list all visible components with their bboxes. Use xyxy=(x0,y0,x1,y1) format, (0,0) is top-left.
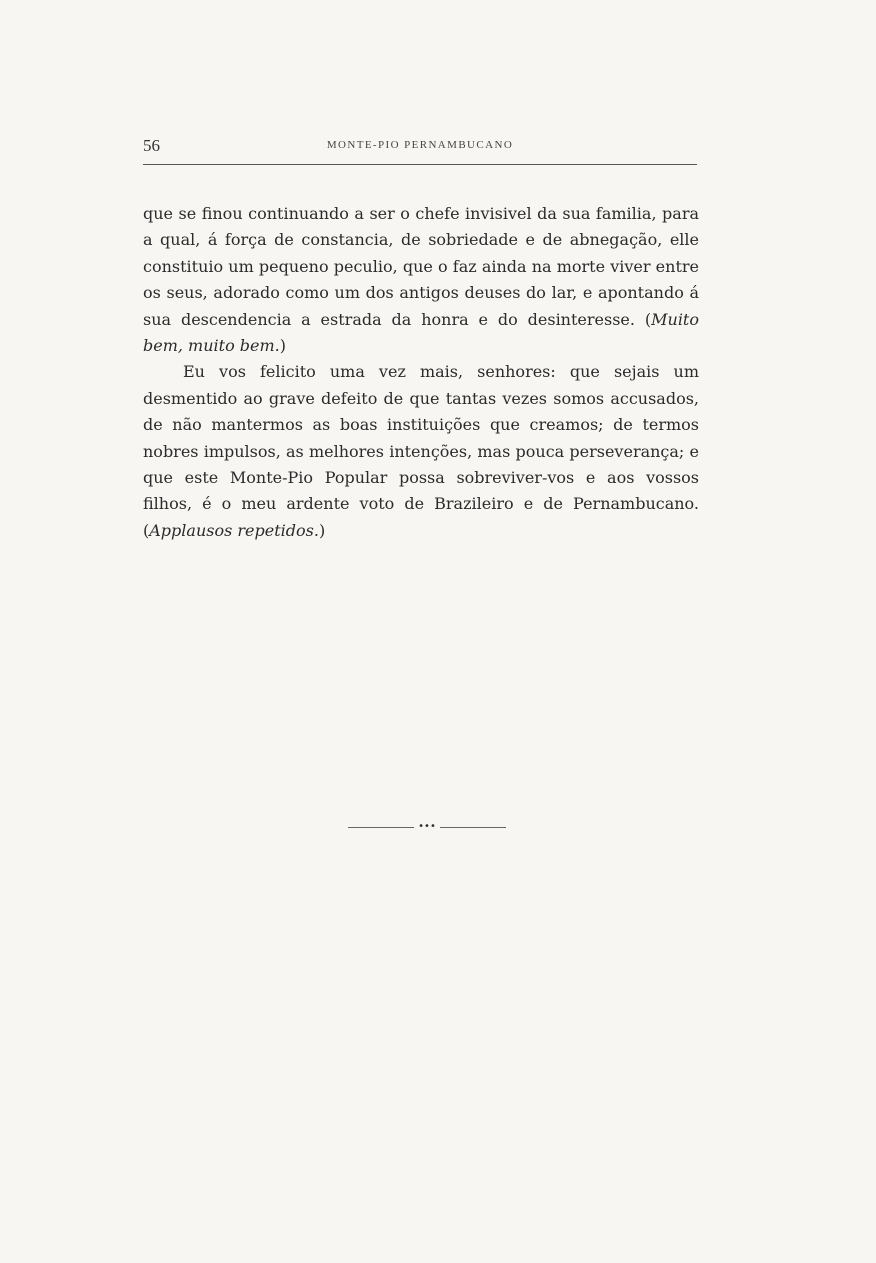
paragraph-1-italic: Muito bem, muito bem. xyxy=(143,309,699,356)
ornament-dots: ••• xyxy=(418,821,436,832)
body-text xyxy=(143,201,699,544)
page-header xyxy=(143,136,697,158)
paragraph-1-text: que se finou continuando a ser o chefe invisivel da sua familia, para a qual, á força de constancia, de sobriedade e de abnegação, elle constituio um pequeno peculio, que o faz ainda na morte viver entre os seus, adorado como um dos antigos deuses do lar, e apontando á sua descendencia a estrada da honra e do desinteresse. ( xyxy=(143,204,699,329)
section-end-ornament xyxy=(348,822,506,832)
paragraph-2 xyxy=(143,359,699,544)
page-number: 56 xyxy=(143,136,160,155)
running-title: MONTE-PIO PERNAMBUCANO xyxy=(326,139,514,151)
paragraph-2-italic: Applausos repetidos. xyxy=(149,520,319,540)
header-rule xyxy=(143,164,697,165)
paragraph-2-text: Eu vos felicito uma vez mais, senhores: que sejais um desmentido ao grave defeito de que tantas vezes somos accusados, de não mantermos as boas instituições que creamos; de termos nobres impulsos, as melhores intenções, mas pouca perseverança; e que este Monte-Pio Popular possa sobreviver-vos e aos vossos filhos, é o meu ardente voto de Brazileiro e de Pernambucano. ( xyxy=(143,362,699,540)
ornament-line-left xyxy=(348,827,414,828)
paragraph-2-close: ) xyxy=(318,520,326,540)
ornament-line-right xyxy=(440,827,506,828)
paragraph-1-close: ) xyxy=(279,336,287,356)
paragraph-1 xyxy=(143,201,699,359)
